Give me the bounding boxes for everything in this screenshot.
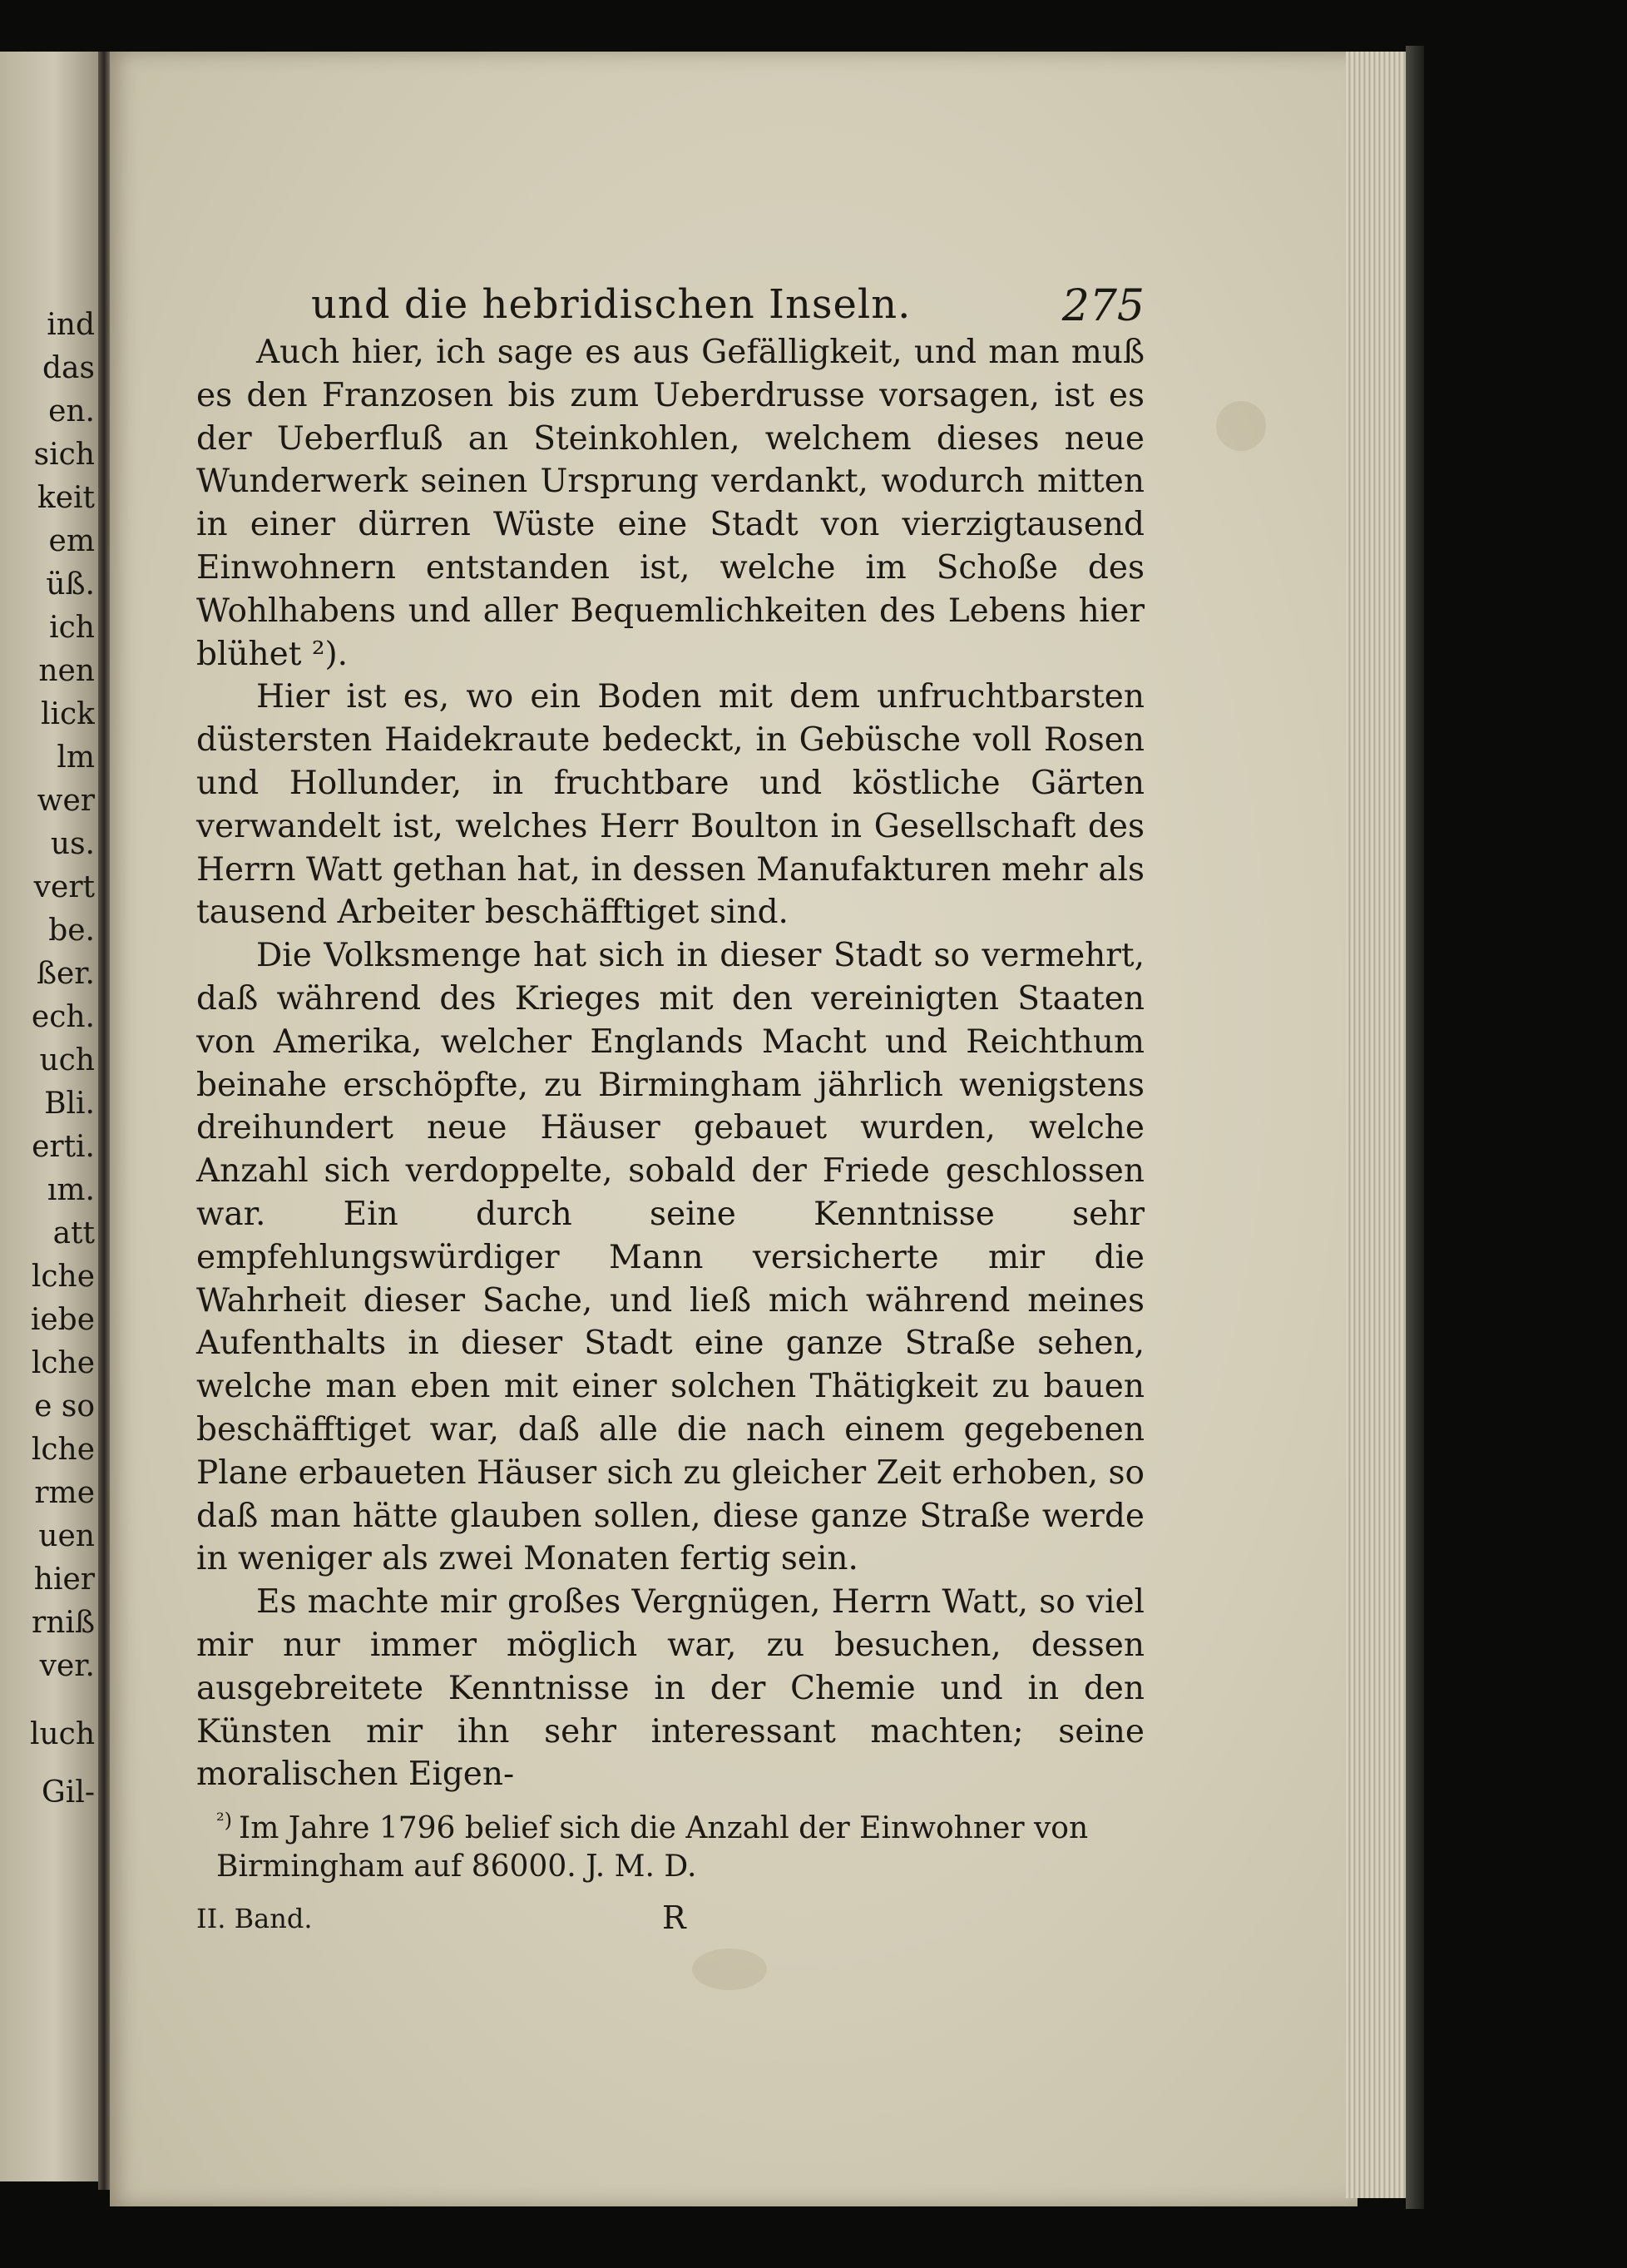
signature-line <box>196 1894 1145 1941</box>
left-page-fragment: luch <box>29 1717 95 1751</box>
left-page-fragment: das <box>42 351 95 385</box>
paper-stain <box>692 1949 767 1990</box>
running-head <box>196 256 1145 331</box>
left-page-fragment: rniß <box>32 1606 95 1640</box>
left-page-fragment: us. <box>50 827 95 861</box>
left-page-fragment: keit <box>37 481 95 515</box>
left-page-fragment: üß. <box>46 567 95 602</box>
paragraph: Hier ist es, wo ein Boden mit dem unfruchtbarsten düstersten Haidekraute bedeckt, in Gebüsche voll Rosen und Hollunder, in fruchtbare und köstliche Gärten verwandelt ist, welches Herr Boulton in Gesellschaft des Herrn Watt gethan hat, in dessen Manufakturen mehr als tausend Arbeiter beschäfftiget sind. <box>196 678 1145 932</box>
running-title: und die hebridischen Inseln. <box>311 281 912 328</box>
text-block <box>196 256 1145 1941</box>
left-page-fragment: ım. <box>47 1173 95 1207</box>
left-page-fragment: ich <box>49 611 95 645</box>
left-page-fragment: ver. <box>39 1649 95 1683</box>
right-page <box>110 52 1357 2206</box>
footnote <box>196 1801 1145 1886</box>
paper-stain <box>1216 401 1266 451</box>
left-page-fragment: lche <box>31 1433 95 1467</box>
left-page-fragment: rme <box>34 1476 95 1510</box>
signature-mark: R <box>662 1899 686 1937</box>
left-page-fragment: be. <box>48 914 95 948</box>
left-page-fragment: lick <box>40 697 95 731</box>
left-page-fragment: ßer. <box>36 957 95 991</box>
volume-label: II. Band. <box>196 1903 313 1935</box>
paragraph: Die Volksmenge hat sich in dieser Stadt so vermehrt, daß während des Krieges mit den vereinigten Staaten von Amerika, welcher Englands Macht und Reichthum beinahe erschöpfte, zu Birmingham jährlich wenigstens dreihundert neue Häuser gebauet wurden, welche Anzahl sich verdoppelte, sobald der Friede geschlossen war. Ein durch seine Kenntnisse sehr empfehlungswürdiger Mann versicherte mir die Wahrheit dieser Sache, und ließ mich während meines Aufenthalts in dieser Stadt eine ganze Straße sehen, welche man eben mit einer solchen Thätigkeit zu bauen beschäfftiget war, daß alle die nach einem gegebenen Plane erbaueten Häuser sich zu gleicher Zeit erhoben, so daß man hätte glauben sollen, diese ganze Straße werde in weniger als zwei Monaten fertig sein. <box>196 937 1145 1578</box>
left-page-fragment: Bli. <box>44 1087 95 1121</box>
left-page-fragment: em <box>48 524 95 558</box>
left-page-fragment: lche <box>31 1260 95 1294</box>
left-page-fragment: lm <box>57 740 95 775</box>
left-page-fragment: uch <box>39 1043 95 1077</box>
footnote-text: Im Jahre 1796 belief sich die Anzahl der Einwohner von Birmingham auf 86000. J. M. D. <box>216 1811 1089 1884</box>
left-page-fragment: ind <box>47 308 95 342</box>
paragraph: Es machte mir großes Vergnügen, Herrn Watt, so viel mir nur immer möglich war, zu besuchen, dessen ausgebreitete Kenntnisse in der Chemie und in den Künsten mir ihn sehr interessant machten; seine moralischen Eigen- <box>196 1583 1145 1794</box>
left-page-fragment: e so <box>34 1389 95 1424</box>
left-page-fragment: sich <box>33 438 95 472</box>
left-page-fragment: vert <box>33 870 95 904</box>
left-page-fragment: Gil- <box>42 1775 95 1810</box>
paragraph: Auch hier, ich sage es aus Gefälligkeit, und man muß es den Franzosen bis zum Ueberdrusse vorsagen, ist es der Ueberfluß an Steinkohlen, welchem dieses neue Wunderwerk seinen Ursprung verdankt, wodurch mitten in einer dürren Wüste eine Stadt von vierzigtausend Einwohnern entstanden ist, welche im Schoße des Wohlhabens und aller Bequemlichkeiten des Lebens hier blühet ²). <box>196 334 1145 673</box>
book-gutter <box>98 52 110 2190</box>
left-page-fragment: wer <box>37 784 95 818</box>
left-page-fragment: uen <box>38 1519 95 1553</box>
left-facing-page <box>0 52 101 2181</box>
left-page-fragment: lche <box>31 1346 95 1380</box>
left-page-fragment: ech. <box>31 1000 95 1034</box>
left-page-fragment: hier <box>33 1562 95 1597</box>
left-page-fragment: erti. <box>32 1130 95 1164</box>
left-page-fragment: iebe <box>30 1303 95 1337</box>
footnote-marker: ²) <box>216 1809 232 1833</box>
left-page-fragment: en. <box>48 394 95 428</box>
page-edge-stack <box>1346 52 1406 2198</box>
left-page-fragment: att <box>52 1216 95 1250</box>
page-number: 275 <box>1061 281 1145 331</box>
left-page-fragment: nen <box>38 654 95 688</box>
book-cover-edge <box>1406 46 1424 2209</box>
